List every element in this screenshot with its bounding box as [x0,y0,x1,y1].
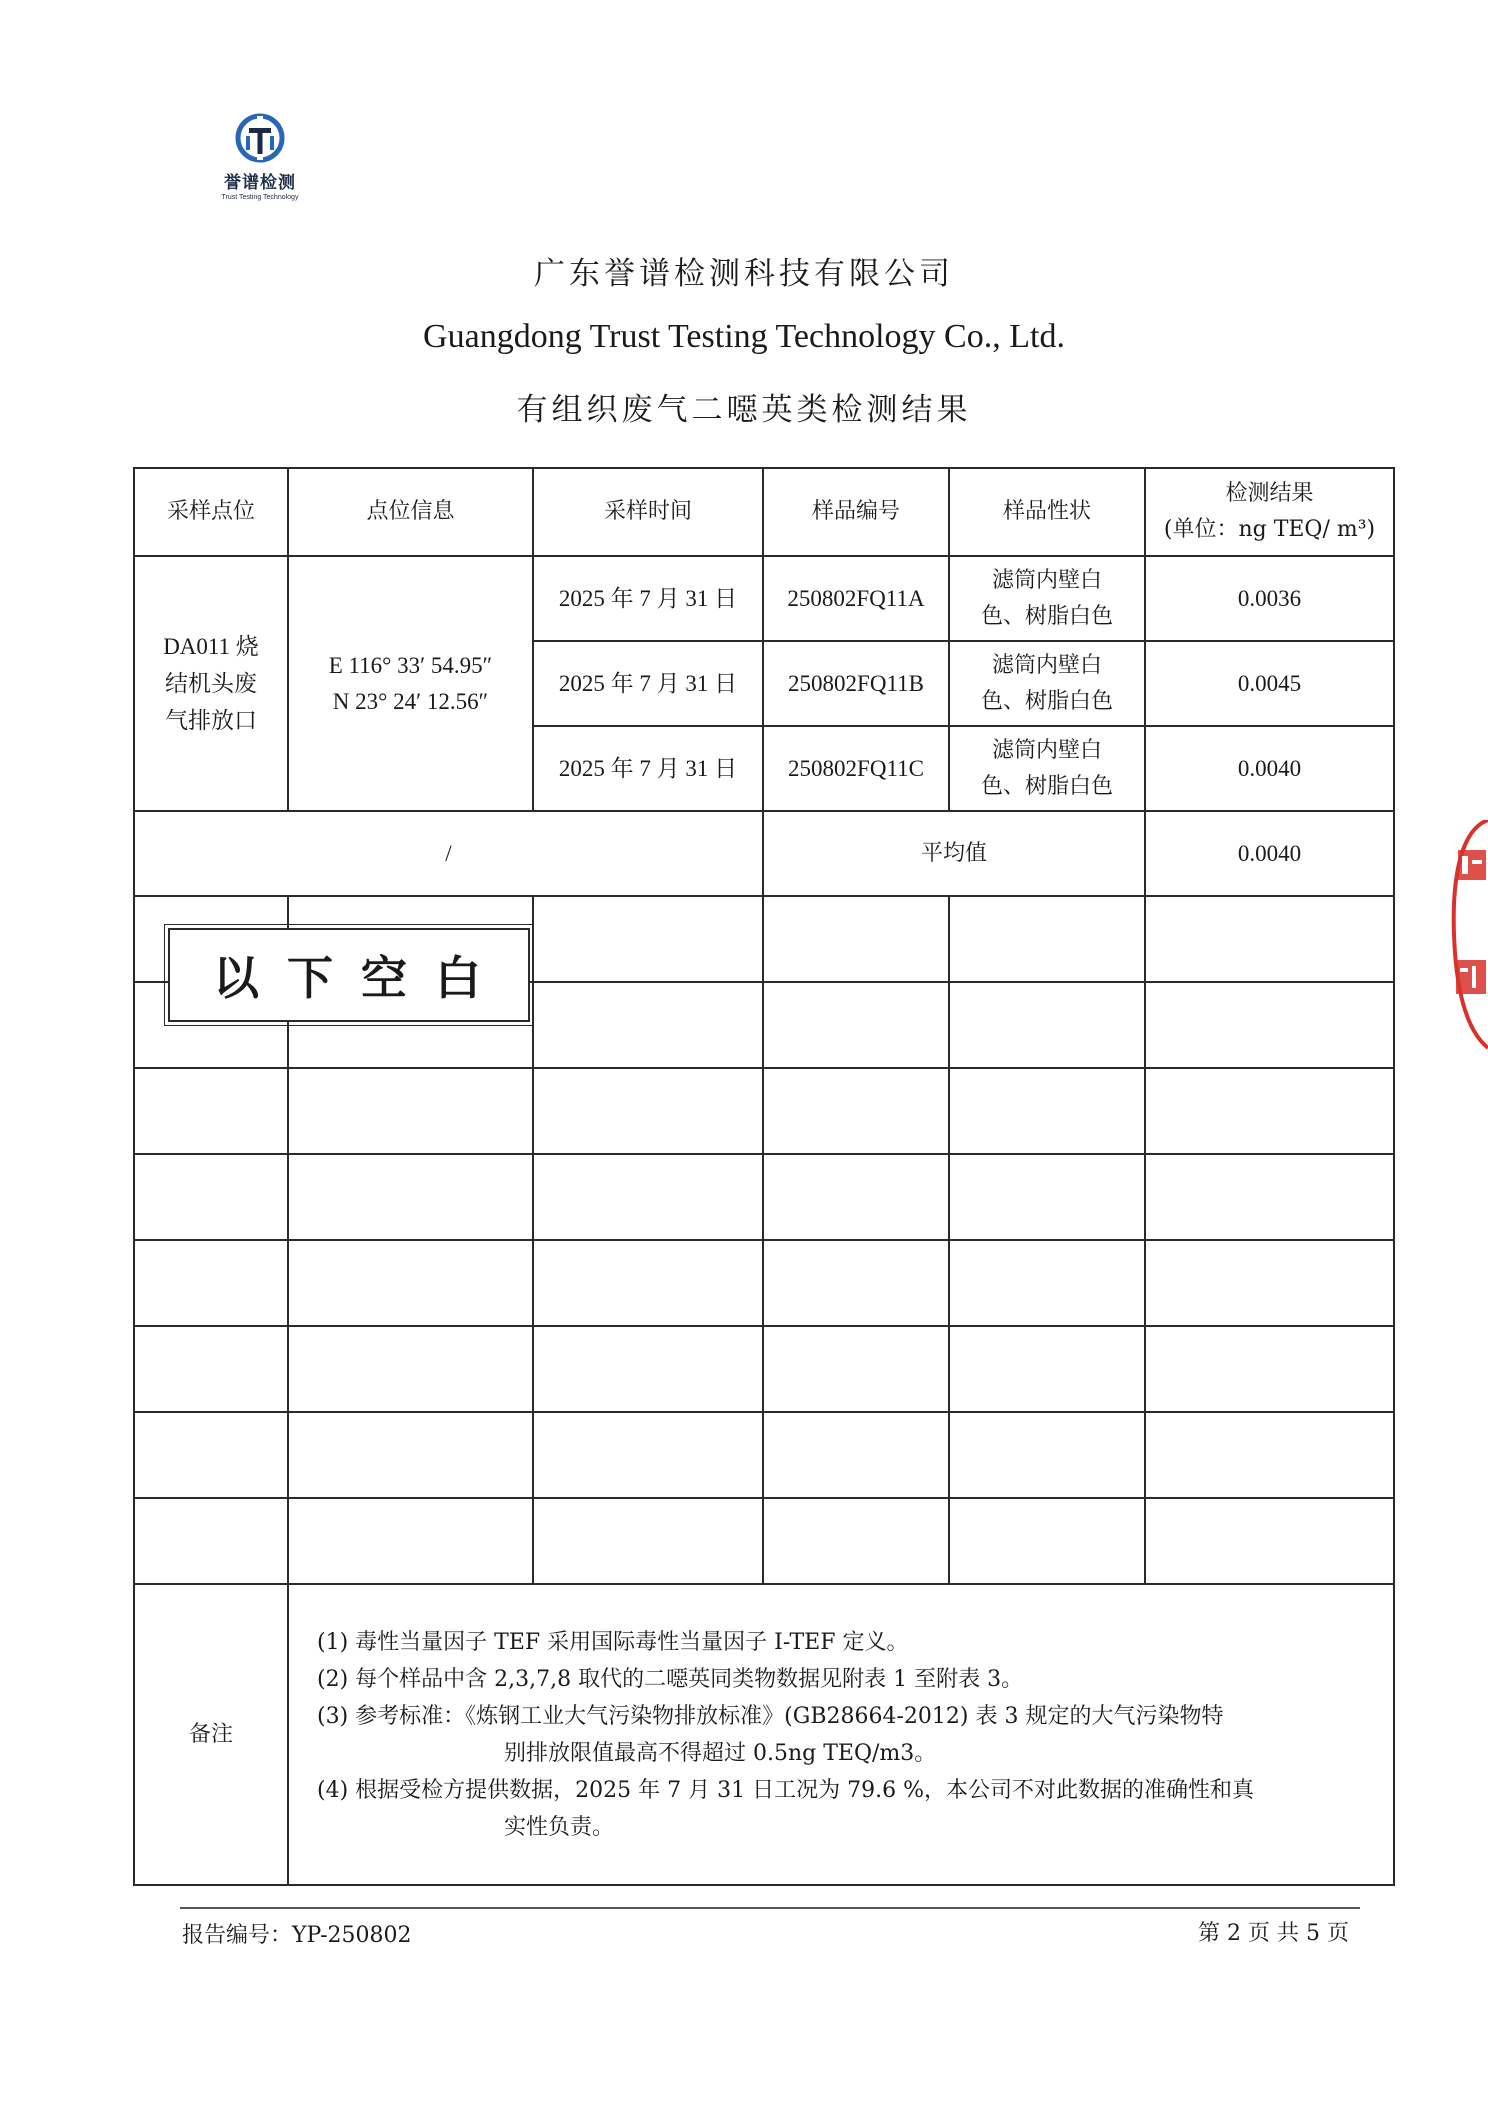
note-2: (2) 每个样品中含 2,3,7,8 取代的二噁英同类物数据见附表 1 至附表 3。 [317,1666,1024,1692]
coord-north: N 23° 24′ 12.56″ [332,688,489,714]
footer-divider [180,1907,1360,1909]
point-coordinates [288,556,533,811]
average-row [134,811,1394,896]
result-header-line1: 检测结果 [1225,481,1314,506]
logo-emblem-icon [232,110,288,166]
col-header-sampling-time: 采样时间 [533,468,763,556]
note-3: (3) 参考标准：《炼钢工业大气污染物排放标准》(GB28664-2012) 表 3 规定的大气污染物特 [317,1703,1224,1729]
sample-id: 250802FQ11C [763,726,949,811]
blank-row [134,1326,1394,1412]
page-number: 第 2 页 共 5 页 [1198,1921,1349,1946]
average-label: 平均值 [763,811,1145,896]
red-seal-icon [1448,820,1488,1050]
test-result: 0.0036 [1145,556,1394,641]
note-4: (4) 根据受检方提供数据，2025 年 7 月 31 日工况为 79.6 %，本公司不对此数据的准确性和真 [317,1777,1254,1803]
table-row [134,556,1394,641]
blank-below-stamp: 以下空白 [168,928,530,1022]
company-name-cn: 广东誉谱检测科技有限公司 [534,256,954,292]
note-4-continued: 实性负责。 [504,1814,615,1840]
average-slash: / [134,811,763,896]
blank-row [134,1240,1394,1326]
company-logo [205,110,315,210]
note-3-continued: 别排放限值最高不得超过 0.5ng TEQ/m3。 [504,1740,937,1766]
table-header-row [134,468,1394,556]
logo-brand-text: 誉谱检测 [224,173,296,193]
company-name-en: Guangdong Trust Testing Technology Co., Ltd. [423,318,1065,355]
coord-east: E 116° 33′ 54.95″ [328,652,493,678]
test-result: 0.0045 [1145,641,1394,726]
blank-row [134,1154,1394,1240]
note-1: (1) 毒性当量因子 TEF 采用国际毒性当量因子 I-TEF 定义。 [317,1629,909,1655]
sample-id: 250802FQ11B [763,641,949,726]
blank-row [134,1412,1394,1498]
sample-id: 250802FQ11A [763,556,949,641]
sampling-time: 2025 年 7 月 31 日 [533,556,763,641]
col-header-result [1145,468,1394,556]
report-number: 报告编号：YP-250802 [182,1923,412,1948]
logo-sub-text: Trust Testing Technology [221,194,299,201]
results-table [133,467,1393,1886]
average-value: 0.0040 [1145,811,1394,896]
col-header-sample-state: 样品性状 [949,468,1145,556]
sample-state: 滤筒内壁白色、树脂白色 [949,641,1145,726]
col-header-location: 采样点位 [134,468,288,556]
report-title: 有组织废气二噁英类检测结果 [516,392,972,428]
sample-state: 滤筒内壁白色、树脂白色 [949,726,1145,811]
notes-content [288,1584,1394,1885]
col-header-point-info: 点位信息 [288,468,533,556]
result-header-unit: (单位：ng TEQ/ m³) [1163,517,1376,542]
col-header-sample-id: 样品编号 [763,468,949,556]
sample-state: 滤筒内壁白色、树脂白色 [949,556,1145,641]
notes-label: 备注 [134,1584,288,1885]
sampling-time: 2025 年 7 月 31 日 [533,641,763,726]
sampling-time: 2025 年 7 月 31 日 [533,726,763,811]
blank-row [134,1498,1394,1584]
sampling-location: DA011 烧结机头废气排放口 [134,556,288,811]
notes-row [134,1584,1394,1885]
test-result: 0.0040 [1145,726,1394,811]
blank-row [134,1068,1394,1154]
